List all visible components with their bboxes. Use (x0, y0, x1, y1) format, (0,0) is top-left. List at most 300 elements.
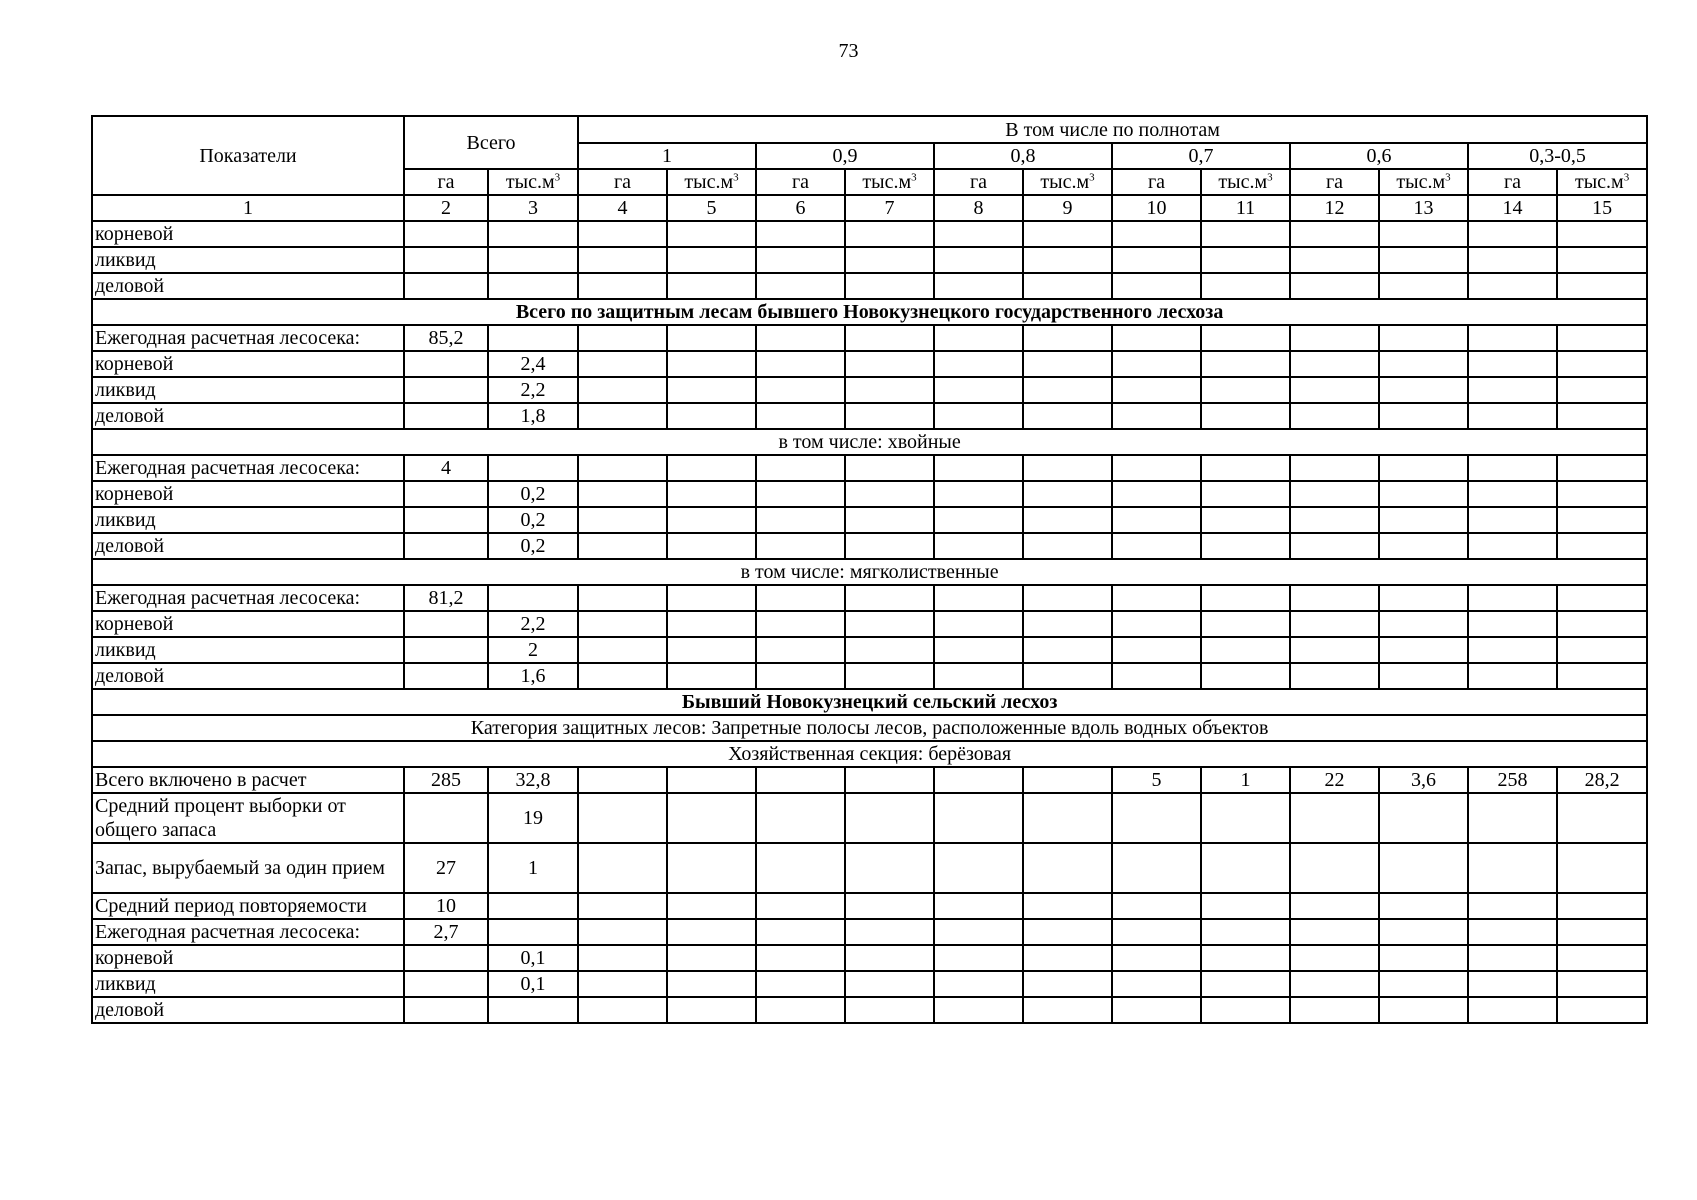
table-row (92, 843, 1647, 893)
table-cell (756, 273, 845, 299)
table-cell (578, 919, 667, 945)
table-cell (578, 945, 667, 971)
table-cell (1201, 351, 1290, 377)
table-row (92, 585, 1647, 611)
table-cell: 1 (1201, 767, 1290, 793)
table-cell (667, 585, 756, 611)
table-cell (845, 377, 934, 403)
table-cell (1112, 585, 1201, 611)
table-cell (1290, 221, 1379, 247)
table-cell: 2,2 (488, 377, 578, 403)
table-cell (845, 945, 934, 971)
unit-volume-header: $тыс.м^3$ (1201, 169, 1290, 195)
row-label: Всего включено в расчет (92, 767, 404, 793)
table-cell (1112, 351, 1201, 377)
density-header: 0,9 (756, 143, 934, 169)
table-cell (756, 637, 845, 663)
table-cell (578, 997, 667, 1023)
row-label: деловой (92, 533, 404, 559)
table-cell (845, 611, 934, 637)
table-cell (488, 221, 578, 247)
table-cell (578, 325, 667, 351)
table-cell (667, 325, 756, 351)
table-cell (1468, 893, 1557, 919)
table-cell (1379, 325, 1468, 351)
table-cell (1557, 507, 1647, 533)
column-number: 15 (1557, 195, 1647, 221)
column-number: 7 (845, 195, 934, 221)
table-cell (1112, 221, 1201, 247)
table-row (92, 945, 1647, 971)
section-row (92, 559, 1647, 585)
table-cell (404, 273, 488, 299)
table-cell (1201, 377, 1290, 403)
table-cell (1023, 637, 1112, 663)
table-cell (1379, 843, 1468, 893)
table-cell: 32,8 (488, 767, 578, 793)
table-cell (1557, 611, 1647, 637)
table-cell (934, 481, 1023, 507)
table-cell: 5 (1112, 767, 1201, 793)
table-cell (1201, 611, 1290, 637)
table-cell: 4 (404, 455, 488, 481)
table-cell (1290, 843, 1379, 893)
table-cell (404, 971, 488, 997)
table-cell (667, 377, 756, 403)
table-cell (845, 793, 934, 843)
table-cell (667, 945, 756, 971)
table-cell (404, 611, 488, 637)
table-cell (845, 507, 934, 533)
header-total: Всего (404, 116, 578, 169)
forest-allowance-table (91, 115, 1648, 1024)
table-row (92, 403, 1647, 429)
table-cell (1468, 377, 1557, 403)
table-cell (667, 767, 756, 793)
table-cell (1468, 843, 1557, 893)
table-cell (756, 221, 845, 247)
unit-superscript: 3 (554, 171, 561, 184)
table-cell (1290, 893, 1379, 919)
table-cell (1201, 221, 1290, 247)
column-number-row (92, 195, 1647, 221)
table-cell (1112, 919, 1201, 945)
row-label: Ежегодная расчетная лесосека: (92, 455, 404, 481)
table-cell (1468, 919, 1557, 945)
table-cell (1468, 997, 1557, 1023)
table-cell (1290, 637, 1379, 663)
table-cell (404, 351, 488, 377)
table-cell (934, 843, 1023, 893)
table-cell (1112, 843, 1201, 893)
row-label: деловой (92, 403, 404, 429)
table-cell (404, 945, 488, 971)
column-number: 5 (667, 195, 756, 221)
table-cell (404, 403, 488, 429)
table-cell (1201, 663, 1290, 689)
table-cell (1201, 403, 1290, 429)
table-cell (667, 971, 756, 997)
table-cell (934, 945, 1023, 971)
section-title: Категория защитных лесов: Запретные полосы лесов, расположенные вдоль водных объектов (92, 715, 1647, 741)
table-cell: 2 (488, 637, 578, 663)
table-cell (1290, 945, 1379, 971)
table-cell (1023, 247, 1112, 273)
table-cell (1112, 377, 1201, 403)
table-cell (1023, 351, 1112, 377)
table-cell (1023, 611, 1112, 637)
table-cell (756, 507, 845, 533)
table-cell: 258 (1468, 767, 1557, 793)
section-title: Хозяйственная секция: берёзовая (92, 741, 1647, 767)
table-cell (1112, 481, 1201, 507)
table-cell: 1,6 (488, 663, 578, 689)
row-label: деловой (92, 273, 404, 299)
page-number: 73 (838, 40, 859, 62)
table-cell (845, 585, 934, 611)
table-cell (667, 351, 756, 377)
table-cell (1023, 997, 1112, 1023)
section-row (92, 299, 1647, 325)
table-row (92, 481, 1647, 507)
table-cell (934, 585, 1023, 611)
row-label: корневой (92, 351, 404, 377)
table-cell (1557, 637, 1647, 663)
row-label: деловой (92, 997, 404, 1023)
table-cell: 0,1 (488, 945, 578, 971)
table-cell (1379, 945, 1468, 971)
column-number: 10 (1112, 195, 1201, 221)
column-number: 8 (934, 195, 1023, 221)
table-cell (1201, 793, 1290, 843)
table-cell (1557, 221, 1647, 247)
table-cell (488, 273, 578, 299)
table-cell (756, 945, 845, 971)
table-row (92, 611, 1647, 637)
table-row (92, 221, 1647, 247)
table-cell (667, 247, 756, 273)
table-cell (1290, 481, 1379, 507)
table-cell (1023, 481, 1112, 507)
table-cell (845, 663, 934, 689)
table-row (92, 663, 1647, 689)
column-number: 6 (756, 195, 845, 221)
table-cell (1201, 585, 1290, 611)
column-number: 11 (1201, 195, 1290, 221)
table-cell (1112, 325, 1201, 351)
table-cell (404, 793, 488, 843)
table-cell (756, 893, 845, 919)
table-cell (1290, 971, 1379, 997)
table-cell (1201, 971, 1290, 997)
section-row (92, 741, 1647, 767)
table-cell (1557, 893, 1647, 919)
table-cell (488, 325, 578, 351)
table-cell (578, 533, 667, 559)
table-cell (1201, 455, 1290, 481)
table-cell (578, 403, 667, 429)
header-by-density: В том числе по полнотам (578, 116, 1647, 143)
row-label: Запас, вырубаемый за один прием (92, 843, 404, 893)
table-cell (1290, 377, 1379, 403)
column-number: 4 (578, 195, 667, 221)
table-row (92, 893, 1647, 919)
table-cell (1468, 351, 1557, 377)
table-cell: 1,8 (488, 403, 578, 429)
table-row (92, 507, 1647, 533)
table-cell (667, 893, 756, 919)
table-cell (934, 637, 1023, 663)
column-number: 12 (1290, 195, 1379, 221)
unit-superscript: 3 (911, 171, 917, 184)
table-cell (578, 767, 667, 793)
table-cell (1379, 611, 1468, 637)
table-cell (1557, 351, 1647, 377)
table-cell (1468, 481, 1557, 507)
table-cell (488, 919, 578, 945)
table-cell (1379, 247, 1468, 273)
unit-volume-header: $тыс.м^3$ (1023, 169, 1112, 195)
table-cell (1290, 351, 1379, 377)
table-cell (1379, 481, 1468, 507)
table-cell (756, 767, 845, 793)
table-cell (1112, 611, 1201, 637)
table-cell (1468, 611, 1557, 637)
table-cell (1290, 507, 1379, 533)
section-row (92, 715, 1647, 741)
table-cell (1290, 533, 1379, 559)
table-cell (578, 893, 667, 919)
table-cell (1112, 507, 1201, 533)
table-cell (1023, 377, 1112, 403)
table-cell (1112, 533, 1201, 559)
unit-superscript: 3 (1267, 171, 1273, 184)
table-cell (756, 377, 845, 403)
table-cell: 22 (1290, 767, 1379, 793)
table-cell (1112, 997, 1201, 1023)
row-label: Средний период повторяемости (92, 893, 404, 919)
table-cell (1201, 481, 1290, 507)
table-cell (934, 793, 1023, 843)
table-cell (1290, 247, 1379, 273)
table-cell (1112, 637, 1201, 663)
table-cell: 0,2 (488, 481, 578, 507)
table-row (92, 793, 1647, 843)
table-cell (1023, 893, 1112, 919)
table-cell (756, 663, 845, 689)
table-cell (1112, 273, 1201, 299)
table-cell (1112, 971, 1201, 997)
table-cell (578, 351, 667, 377)
table-cell (756, 793, 845, 843)
table-cell (1468, 971, 1557, 997)
table-cell (1290, 585, 1379, 611)
table-cell (1023, 455, 1112, 481)
table-cell (1379, 403, 1468, 429)
table-cell (1201, 325, 1290, 351)
table-cell (1557, 533, 1647, 559)
table-cell (1557, 325, 1647, 351)
table-cell (1557, 377, 1647, 403)
table-cell (1023, 663, 1112, 689)
table-cell (1112, 663, 1201, 689)
table-cell (1290, 611, 1379, 637)
table-cell (667, 481, 756, 507)
row-label: корневой (92, 611, 404, 637)
table-cell (934, 455, 1023, 481)
table-cell (667, 997, 756, 1023)
table-cell (845, 273, 934, 299)
table-cell (488, 247, 578, 273)
table-cell (756, 971, 845, 997)
table-cell: 85,2 (404, 325, 488, 351)
table-row (92, 919, 1647, 945)
row-label: ликвид (92, 507, 404, 533)
table-cell (1468, 273, 1557, 299)
unit-ha-header: га (1112, 169, 1201, 195)
table-cell (1468, 507, 1557, 533)
column-number: 2 (404, 195, 488, 221)
table-cell (756, 351, 845, 377)
table-row (92, 997, 1647, 1023)
density-header: 0,3-0,5 (1468, 143, 1647, 169)
table-row (92, 455, 1647, 481)
column-number: 9 (1023, 195, 1112, 221)
table-cell (845, 767, 934, 793)
table-cell (404, 247, 488, 273)
table-cell: 2,7 (404, 919, 488, 945)
table-cell (404, 533, 488, 559)
table-cell (1468, 455, 1557, 481)
table-cell (1379, 273, 1468, 299)
table-cell: 10 (404, 893, 488, 919)
table-cell (1557, 403, 1647, 429)
table-cell (1557, 843, 1647, 893)
table-cell (1379, 663, 1468, 689)
table-cell (845, 351, 934, 377)
table-cell (667, 663, 756, 689)
table-cell (1201, 507, 1290, 533)
table-cell (578, 637, 667, 663)
table-cell (1468, 221, 1557, 247)
table-cell (1379, 221, 1468, 247)
unit-ha-header: га (404, 169, 488, 195)
table-cell (578, 221, 667, 247)
table-cell (578, 663, 667, 689)
table-row (92, 325, 1647, 351)
table-cell (1557, 971, 1647, 997)
table-cell (845, 637, 934, 663)
table-row (92, 637, 1647, 663)
table-cell (1468, 585, 1557, 611)
table-cell (667, 403, 756, 429)
table-cell: 0,1 (488, 971, 578, 997)
table-cell (1379, 971, 1468, 997)
table-cell (667, 843, 756, 893)
table-cell (1468, 637, 1557, 663)
table-cell (934, 273, 1023, 299)
section-row (92, 689, 1647, 715)
table-row (92, 273, 1647, 299)
unit-ha-header: га (756, 169, 845, 195)
table-cell (1379, 455, 1468, 481)
table-cell: 0,2 (488, 533, 578, 559)
table-cell (1201, 637, 1290, 663)
table-cell: 2,4 (488, 351, 578, 377)
row-label: корневой (92, 221, 404, 247)
table-cell (845, 455, 934, 481)
table-cell (578, 971, 667, 997)
table-cell: 28,2 (1557, 767, 1647, 793)
table-cell (756, 403, 845, 429)
table-cell (1023, 971, 1112, 997)
table-cell (1468, 945, 1557, 971)
table-cell (934, 533, 1023, 559)
table-cell: 0,2 (488, 507, 578, 533)
row-label: корневой (92, 945, 404, 971)
row-label: ликвид (92, 971, 404, 997)
section-row (92, 429, 1647, 455)
table-cell: 81,2 (404, 585, 488, 611)
table-cell: 19 (488, 793, 578, 843)
unit-volume-header: $тыс.м^3$ (1557, 169, 1647, 195)
table-cell (934, 767, 1023, 793)
table-cell (1557, 273, 1647, 299)
table-cell (1023, 221, 1112, 247)
table-cell (1023, 585, 1112, 611)
table-cell (1201, 945, 1290, 971)
table-cell (578, 455, 667, 481)
table-cell (845, 843, 934, 893)
table-cell (1290, 793, 1379, 843)
unit-superscript: 3 (733, 171, 739, 184)
table-cell (1112, 403, 1201, 429)
table-cell (1557, 585, 1647, 611)
density-header: 1 (578, 143, 756, 169)
table-row (92, 533, 1647, 559)
table-cell (404, 377, 488, 403)
row-label: Ежегодная расчетная лесосека: (92, 585, 404, 611)
table-cell (1557, 997, 1647, 1023)
table-cell (1201, 843, 1290, 893)
table-cell (845, 971, 934, 997)
table-cell (1023, 403, 1112, 429)
table-cell (934, 971, 1023, 997)
density-header: 0,7 (1112, 143, 1290, 169)
table-cell (1290, 403, 1379, 429)
table-cell (1023, 273, 1112, 299)
table-cell (756, 997, 845, 1023)
table-cell (404, 663, 488, 689)
table-cell (1557, 919, 1647, 945)
table-cell (1201, 273, 1290, 299)
row-label: ликвид (92, 377, 404, 403)
column-number: 13 (1379, 195, 1468, 221)
unit-volume-header: $тыс.м^3$ (488, 169, 578, 195)
table-cell (1468, 325, 1557, 351)
table-cell (1290, 997, 1379, 1023)
table-cell (1201, 997, 1290, 1023)
table-cell (1468, 247, 1557, 273)
table-cell (1112, 893, 1201, 919)
table-cell (1468, 793, 1557, 843)
table-cell (934, 221, 1023, 247)
table-cell (578, 611, 667, 637)
table-cell (845, 893, 934, 919)
table-cell (845, 533, 934, 559)
table-cell (578, 247, 667, 273)
table-cell (1023, 793, 1112, 843)
